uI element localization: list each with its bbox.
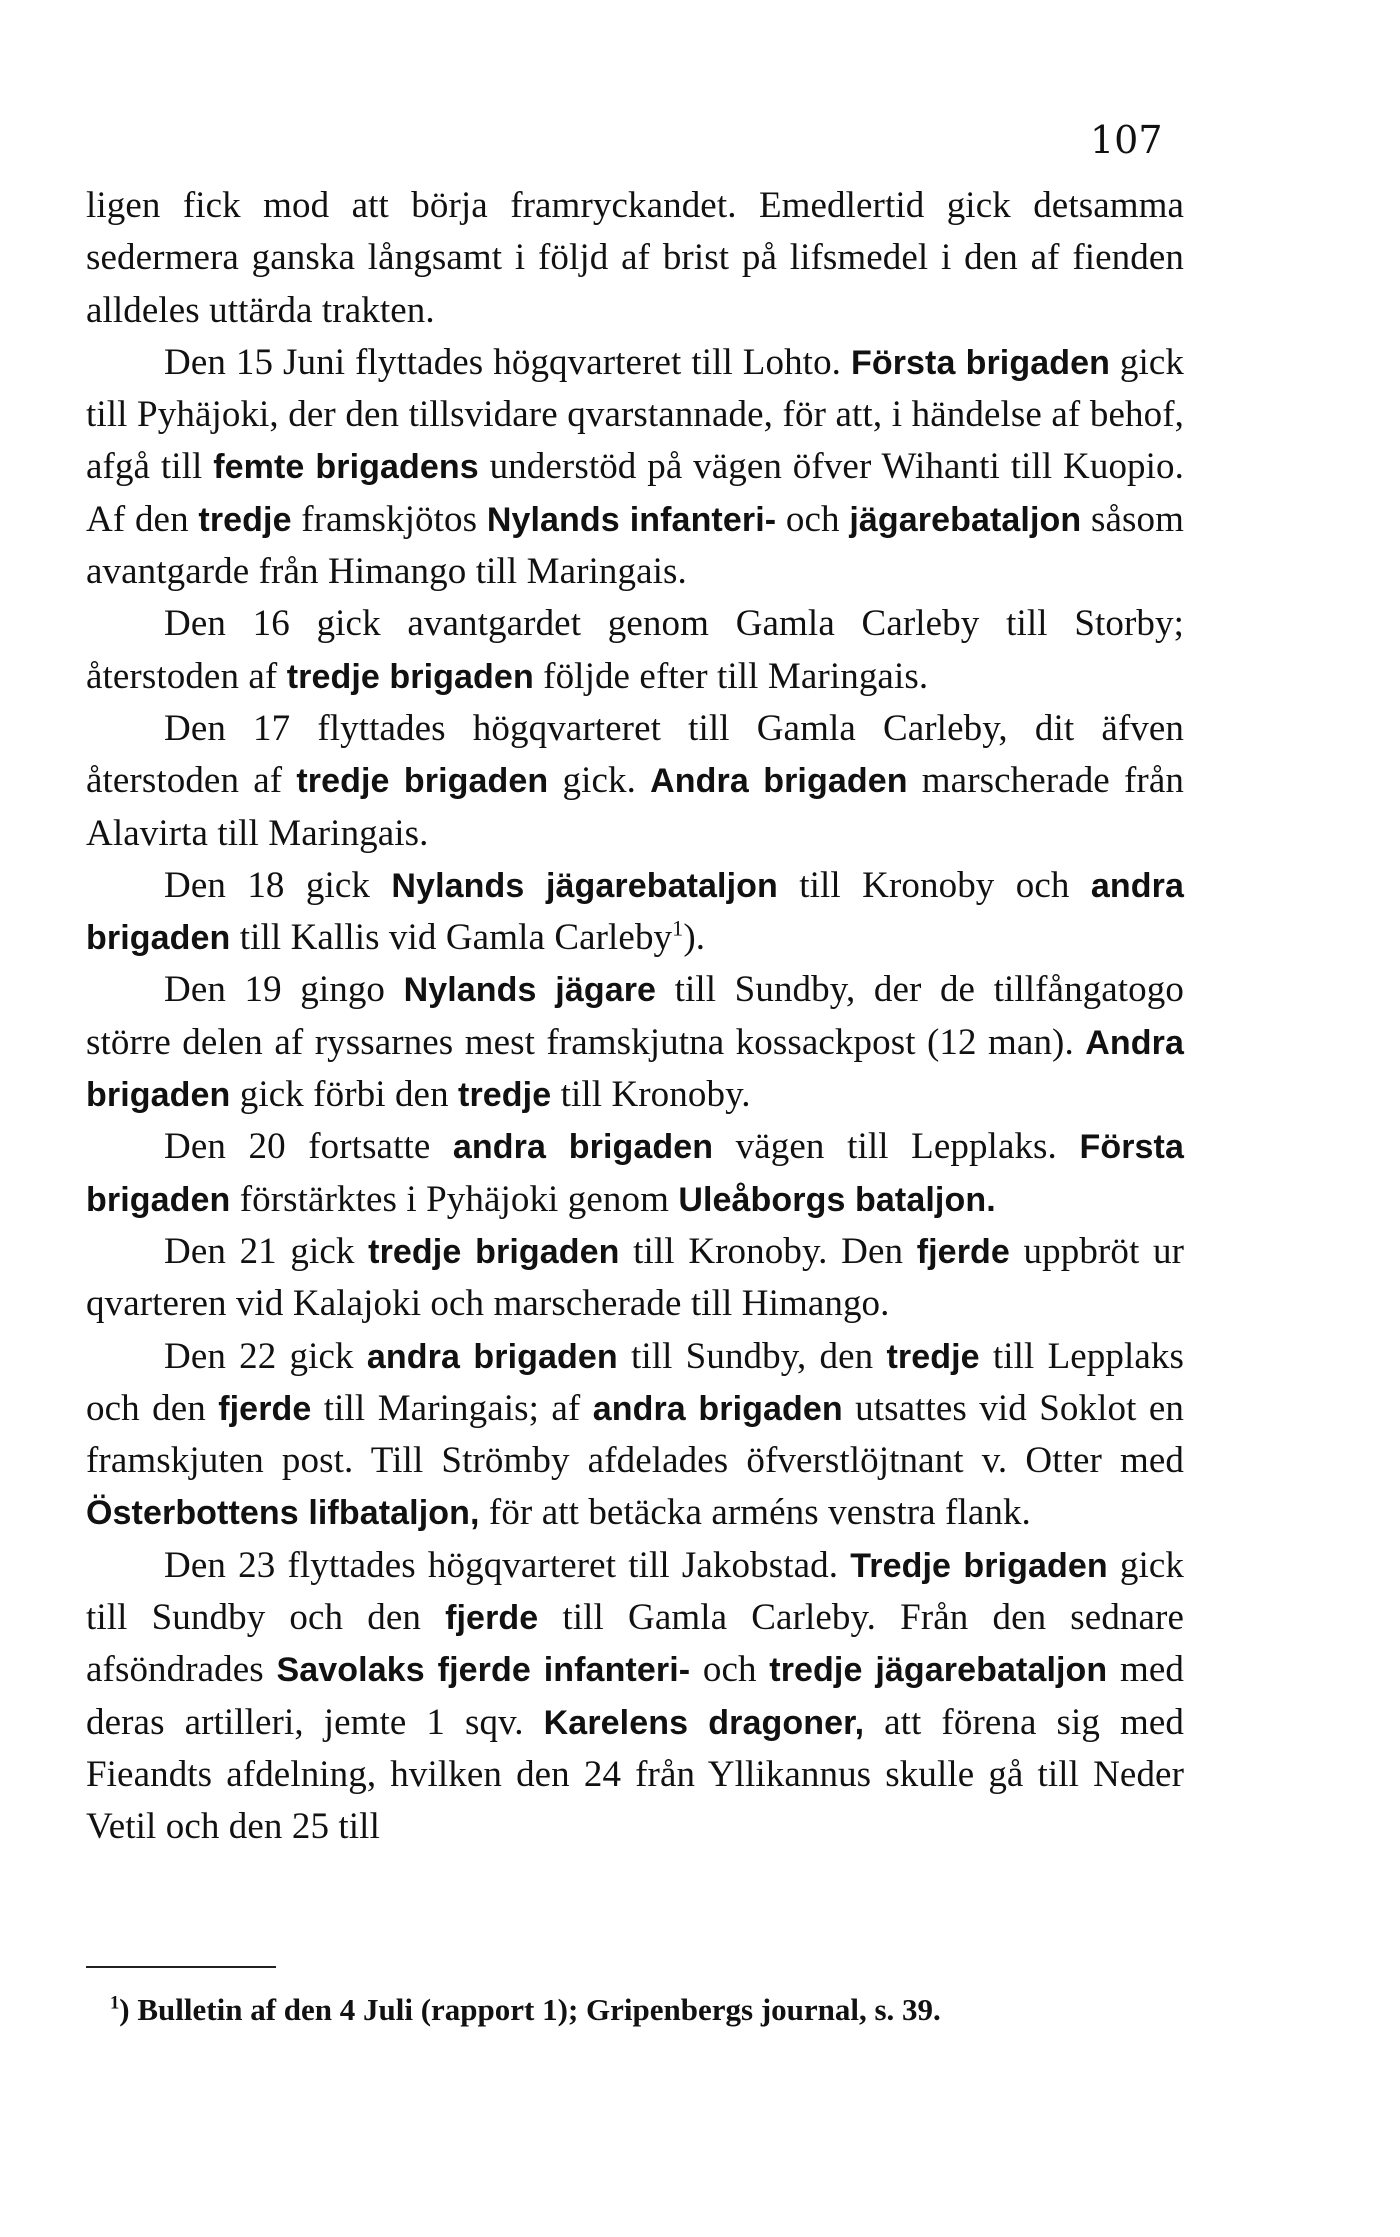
text-run: och: [776, 498, 850, 540]
emphasis: fjerde: [218, 1389, 312, 1428]
text-run: utsattes vid Soklot en framskjuten post. Till Strömby afdelades öfverstlöjtnant v. Otter med: [86, 1387, 1184, 1482]
text-run: understöd på vägen öfver Wihanti till Kuopio. Af den: [86, 446, 1184, 540]
emphasis: Karelens dragoner,: [543, 1703, 865, 1742]
text-run: följde efter till Maringais.: [533, 655, 929, 697]
paragraph: [86, 860, 1184, 965]
page-number: 107: [1090, 118, 1163, 162]
emphasis: tredje brigaden: [286, 657, 534, 696]
emphasis: Nylands jägare: [403, 971, 657, 1010]
text-run: till Sundby, den: [617, 1335, 887, 1377]
text-run: ).: [683, 917, 706, 959]
emphasis: fjerde: [916, 1232, 1010, 1271]
text-run: förstärktes i Pyhäjoki genom: [230, 1178, 679, 1220]
text-run: till Gamla Carleby. Från den sednare afsöndrades: [86, 1597, 1184, 1691]
emphasis: Savolaks fjerde infanteri-: [276, 1651, 691, 1690]
emphasis: Andra brigaden: [650, 762, 908, 801]
text-run: till Kronoby och: [777, 864, 1091, 906]
text-run: vägen till Lepplaks.: [713, 1126, 1080, 1168]
footnote-mark: 1: [110, 1992, 120, 2014]
emphasis: femte brigadens: [213, 448, 479, 487]
emphasis: fjerde: [445, 1599, 539, 1638]
text-run: och: [690, 1649, 770, 1691]
paragraph: [86, 1331, 1184, 1540]
paragraph: [86, 1121, 1184, 1226]
emphasis: tredje: [886, 1337, 980, 1376]
text-run: Den 22 gick: [164, 1335, 367, 1377]
emphasis: andra brigaden: [592, 1389, 843, 1428]
emphasis: tredje: [458, 1076, 552, 1115]
emphasis: Nylands jägarebataljon: [391, 866, 778, 905]
text-run: framskjötos: [291, 498, 487, 540]
paragraph: [86, 1226, 1184, 1331]
paragraph: [86, 598, 1184, 703]
emphasis: Tredje brigaden: [850, 1546, 1108, 1585]
emphasis: andra brigaden: [86, 866, 1184, 958]
footnote-text: ) Bulletin af den 4 Juli (rapport 1); Gripenbergs journal, s. 39.: [119, 1992, 941, 2027]
text-run: gick förbi den: [230, 1074, 459, 1116]
text-run: gick till Sundby och den: [86, 1544, 1184, 1639]
text-run: Den 15 Juni flyttades högqvarteret till Lohto.: [164, 341, 851, 383]
emphasis: Österbottens lifbataljon,: [86, 1494, 480, 1533]
text-run: till Kronoby. Den: [619, 1230, 917, 1272]
text-run: Den 16 gick avantgardet genom Gamla Carleby till Storby; återstoden af: [86, 603, 1184, 697]
footnote-divider: [86, 1966, 276, 1968]
emphasis: tredje jägarebataljon: [769, 1651, 1108, 1690]
text-run: till Kallis vid Gamla Carleby: [230, 917, 673, 959]
emphasis: Första brigaden: [86, 1128, 1184, 1219]
paragraph: [86, 337, 1184, 598]
text-run: såsom avantgarde från Himango till Maringais.: [86, 498, 1184, 593]
emphasis: andra brigaden: [366, 1337, 618, 1376]
text-run: uppbröt ur qvarteren vid Kalajoki och marscherade till Himango.: [86, 1230, 1184, 1325]
text-run: att förena sig med Fieandts afdelning, hvilken den 24 från Yllikannus skulle gå till Neder Vetil och den 25 till: [86, 1701, 1184, 1848]
paragraph: [86, 1540, 1184, 1854]
emphasis: Uleåborgs bataljon.: [678, 1180, 996, 1219]
text-run: marscherade från Alavirta till Maringais.: [86, 760, 1184, 854]
paragraph: [86, 180, 1184, 337]
footnote-reference: 1: [672, 915, 684, 941]
emphasis: Första brigaden: [850, 343, 1110, 382]
text-run: till Sundby, der de tillfångatogo större delen af ryssarnes mest framskjutna kossackpost (12 man).: [86, 969, 1184, 1063]
emphasis: jägarebataljon: [849, 500, 1082, 539]
text-run: Den 20 fortsatte: [164, 1126, 453, 1168]
text-run: till Lepplaks och den: [86, 1335, 1184, 1429]
text-run: Den 19 gingo: [164, 969, 404, 1011]
body-text: [86, 180, 1184, 1854]
emphasis: tredje brigaden: [368, 1232, 620, 1271]
text-run: gick till Pyhäjoki, der den tillsvidare qvarstannade, för att, i händelse af behof, afgå till: [86, 341, 1184, 488]
text-run: med deras artilleri, jemte 1 sqv.: [86, 1649, 1184, 1743]
paragraph: [86, 964, 1184, 1121]
emphasis: andra brigaden: [452, 1128, 714, 1167]
text-run: gick.: [548, 760, 651, 802]
text-run: Den 17 flyttades högqvarteret till Gamla Carleby, dit äfven återstoden af: [86, 707, 1184, 802]
emphasis: Andra brigaden: [86, 1023, 1184, 1115]
emphasis: tredje: [198, 500, 292, 539]
emphasis: Nylands infanteri-: [486, 500, 777, 539]
text-run: till Kronoby.: [551, 1074, 751, 1116]
emphasis: tredje brigaden: [296, 762, 549, 801]
paragraph: [86, 703, 1184, 860]
text-run: Den 18 gick: [164, 864, 392, 906]
text-run: för att betäcka arméns venstra flank.: [479, 1492, 1031, 1534]
text-run: Den 21 gick: [164, 1230, 369, 1272]
text-run: Den 23 flyttades högqvarteret till Jakobstad.: [164, 1544, 851, 1586]
text-run: ligen fick mod att börja framryckandet. Emedlertid gick detsamma sedermera ganska långsamt i följd af brist på lifsmedel i den af fienden alldeles uttärda trakten.: [86, 185, 1184, 331]
text-run: till Maringais; af: [311, 1387, 593, 1429]
footnote: [110, 1990, 1170, 2030]
